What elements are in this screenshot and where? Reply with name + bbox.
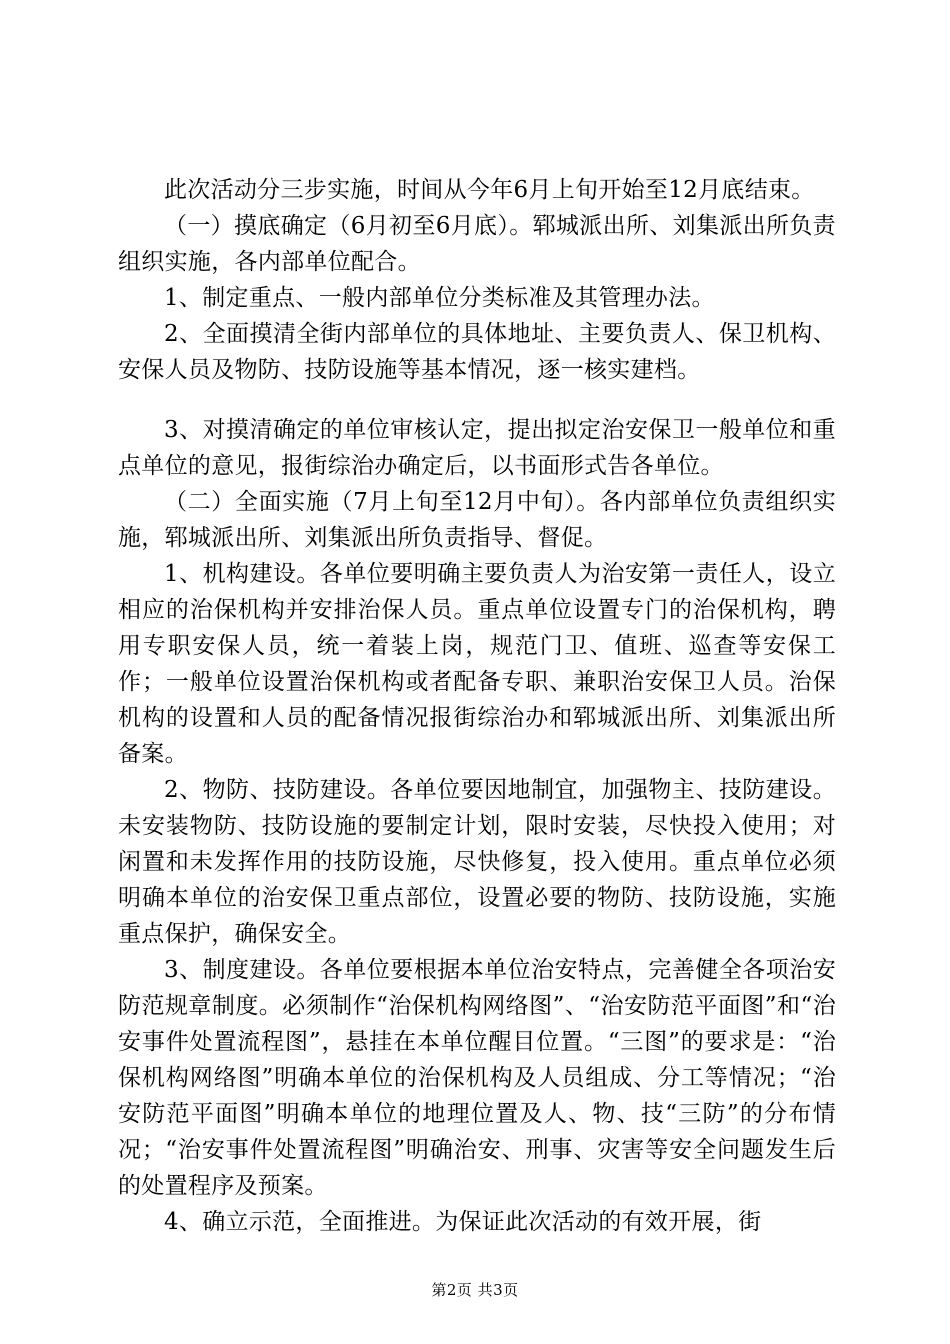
paragraph-phase-one-heading: （一）摸底确定（6月初至6月底）。郓城派出所、刘集派出所负责组织实施，各内部单位配合。 [118,213,836,275]
paragraph-phase-one-item-1: 1、制定重点、一般内部单位分类标准及其管理办法。 [164,285,715,311]
paragraph-phase-two-heading: （二）全面实施（7月上旬至12月中旬）。各内部单位负责组织实施，郓城派出所、刘集派出所负责指导、督促。 [118,489,836,551]
paragraph-schedule: 此次活动分三步实施，时间从今年6月上旬开始至12月底结束。 [164,177,815,203]
paragraph-phase-two-item-2: 2、物防、技防建设。各单位要因地制宜，加强物主、技防建设。未安装物防、技防设施的要制定计划，限时安装，尽快投入使用；对闲置和未发挥作用的技防设施，尽快修复，投入使用。重点单位必须明确本单位的治安保卫重点部位，设置必要的物防、技防设施，实施重点保护，确保安全。 [118,777,836,947]
paragraph-phase-two-item-3: 3、制度建设。各单位要根据本单位治安特点，完善健全各项治安防范规章制度。必须制作“治保机构网络图”、“治安防范平面图”和“治安事件处置流程图”，悬挂在本单位醒目位置。“三图”的要求是：“治保机构网络图”明确本单位的治保机构及人员组成、分工等情况；“治安防范平面图”明确本单位的地理位置及人、物、技“三防”的分布情况；“治安事件处置流程图”明确治安、刑事、灾害等安全问题发生后的处置程序及预案。 [118,957,836,1199]
paragraph-phase-two-item-1: 1、机构建设。各单位要明确主要负责人为治安第一责任人，设立相应的治保机构并安排治保人员。重点单位设置专门的治保机构，聘用专职安保人员，统一着装上岗，规范门卫、值班、巡查等安保工作；一般单位设置治保机构或者配备专职、兼职治安保卫人员。治保机构的设置和人员的配备情况报街综治办和郓城派出所、刘集派出所备案。 [118,561,836,767]
document-body [118,172,836,1240]
paragraph-phase-one-item-3: 3、对摸清确定的单位审核认定，提出拟定治安保卫一般单位和重点单位的意见，报街综治办确定后，以书面形式告各单位。 [118,417,836,479]
paragraph-phase-one-item-2: 2、全面摸清全街内部单位的具体地址、主要负责人、保卫机构、安保人员及物防、技防设施等基本情况，逐一核实建档。 [118,321,836,383]
page-number-footer: 第2页 共3页 [431,1281,519,1299]
paragraph-phase-two-item-4: 4、确立示范，全面推进。为保证此次活动的有效开展，街 [164,1209,762,1235]
